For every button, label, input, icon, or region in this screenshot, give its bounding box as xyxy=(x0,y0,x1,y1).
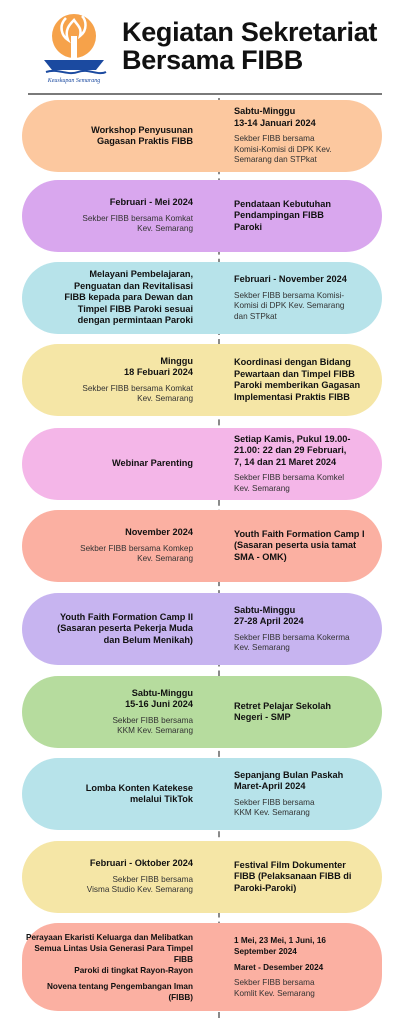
left_normal-line: Kev. Semarang xyxy=(137,394,193,403)
activity-row xyxy=(22,262,382,334)
left_bold-line: Workshop Penyusunan xyxy=(91,124,193,135)
activity-row xyxy=(22,510,382,582)
right_bold-line: Paroki-Paroki) xyxy=(234,882,297,893)
left_bold-line: FIBB kepada para Dewan dan xyxy=(64,292,193,303)
right_bold-line: Maret-April 2024 xyxy=(234,781,306,791)
right_bold-line: Pendataan Kebutuhan xyxy=(234,198,331,209)
left_normal-line: Visma Studio Kev. Semarang xyxy=(86,885,193,895)
activity-right-cell xyxy=(234,676,390,748)
right_normal-line: Sekber FIBB bersama Komisi- xyxy=(234,290,345,300)
left_bold-line: Semua Lintas Usia Generasi Para Timpel FIBB xyxy=(34,943,193,964)
activity-right-cell xyxy=(234,344,390,416)
right_normal-line: Semarang dan STPkat xyxy=(234,155,317,165)
left_bold-line: 18 Febuari 2024 xyxy=(124,367,193,377)
left_normal-line: Kev. Semarang xyxy=(137,554,193,564)
activity-left-cell xyxy=(22,262,205,334)
right_bold-line: Pewartaan dan Timpel FIBB xyxy=(234,368,355,379)
right_bold-line: 27-28 April 2024 xyxy=(234,616,304,626)
activity-row xyxy=(22,100,382,172)
left_bold-line: Minggu xyxy=(160,355,193,366)
left_bold-line: (Sasaran peserta Pekerja Muda xyxy=(57,623,193,634)
right_bold-line: Festival Film Dokumenter xyxy=(234,859,346,870)
activity-left-cell xyxy=(22,180,205,252)
left_bold-line: Youth Faith Formation Camp II xyxy=(59,611,193,622)
right_bold-line: 1 Mei, 23 Mei, 1 Juni, 16 xyxy=(234,936,326,945)
activity-left-cell xyxy=(22,676,205,748)
right_normal-line: Sekber FIBB bersama xyxy=(234,134,315,144)
left_bold-line: melalui TikTok xyxy=(130,794,193,804)
activity-row xyxy=(22,841,382,913)
right_bold-line: Sepanjang Bulan Paskah xyxy=(234,769,344,780)
right_bold-line: Koordinasi dengan Bidang xyxy=(234,357,351,367)
activity-right-cell xyxy=(234,510,390,582)
activity-left-cell xyxy=(22,841,205,913)
right_normal-line: Sekber FIBB bersama Kokerma xyxy=(234,632,350,642)
activity-left-cell xyxy=(22,923,205,1011)
left_bold-line: Lomba Konten Katekese xyxy=(85,782,193,793)
activity-right-cell xyxy=(234,758,390,830)
title-line-1: Kegiatan Sekretariat xyxy=(122,17,378,47)
right_bold-line: Maret - Desember 2024 xyxy=(234,963,324,972)
left_normal-line: Sekber FIBB bersama Komkat xyxy=(82,213,193,223)
right_bold-line: Paroki memberikan Gagasan xyxy=(234,380,361,390)
header-divider xyxy=(28,93,382,95)
activity-row xyxy=(22,428,382,500)
left_normal-line: KKM Kev. Semarang xyxy=(117,726,193,735)
activity-right-cell xyxy=(234,100,390,172)
left_bold-line: Februari - Oktober 2024 xyxy=(89,858,193,869)
right_bold-line: 13-14 Januari 2024 xyxy=(234,117,316,128)
left_bold-line: Februari - Mei 2024 xyxy=(109,197,193,208)
right_normal-line: Sekber FIBB bersama Komkel xyxy=(234,473,345,483)
right_bold-line: 7, 14 dan 21 Maret 2024 xyxy=(234,456,337,467)
right_normal-line: Komlit Kev. Semarang xyxy=(234,988,315,998)
activity-row xyxy=(22,676,382,748)
right_bold-line: Retret Pelajar Sekolah xyxy=(234,700,332,711)
activity-right-cell xyxy=(234,262,390,334)
left_bold-line: Sabtu-Minggu xyxy=(131,687,193,698)
left_normal-line: Sekber FIBB bersama Komkat xyxy=(82,383,193,393)
activity-row xyxy=(22,923,382,1011)
activity-right-cell xyxy=(234,923,390,1011)
right_bold-line: FIBB (Pelaksanaan FIBB di xyxy=(234,871,352,882)
right_bold-line: Sabtu-Minggu xyxy=(234,604,296,615)
activity-left-cell xyxy=(22,593,205,665)
right_normal-line: Komisi di DPK Kev. Semarang xyxy=(234,301,345,310)
activity-row xyxy=(22,180,382,252)
logo-text: Keuskupan Semarang xyxy=(47,78,101,84)
right_normal-line: KKM Kev. Semarang xyxy=(234,808,310,817)
activity-right-cell xyxy=(234,841,390,913)
left_normal-line: Sekber FIBB bersama xyxy=(112,874,193,884)
right_bold-line: (Sasaran peserta usia tamat xyxy=(234,540,357,551)
activity-right-cell xyxy=(234,593,390,665)
right_bold-line: Implementasi Praktis FIBB xyxy=(234,391,350,402)
activity-right-cell xyxy=(234,428,390,500)
right_bold-line: September 2024 xyxy=(234,947,297,956)
left_bold-line: Gagasan Praktis FIBB xyxy=(97,136,193,146)
left_bold-line: November 2024 xyxy=(125,527,193,538)
left_normal-line: Sekber FIBB bersama Komkep xyxy=(80,543,193,553)
right_bold-line: Youth Faith Formation Camp I xyxy=(234,528,365,539)
left_bold-line: Penguatan dan Revitalisasi xyxy=(74,280,193,291)
left_bold-line: Timpel FIBB Paroki sesuai xyxy=(77,303,193,314)
left_normal-line: Kev. Semarang xyxy=(137,224,193,234)
right_normal-line: Sekber FIBB bersama xyxy=(234,978,315,987)
left_normal-line: Sekber FIBB bersama xyxy=(112,715,193,725)
right_bold-line: Negeri - SMP xyxy=(234,712,291,722)
title-line-2: Bersama FIBB xyxy=(122,45,303,75)
activity-row xyxy=(22,344,382,416)
left_bold-line: Melayani Pembelajaran, xyxy=(89,269,193,280)
right_bold-line: Februari - November 2024 xyxy=(234,274,347,284)
activity-left-cell xyxy=(22,344,205,416)
activity-left-cell xyxy=(22,100,205,172)
right_normal-line: Komisi-Komisi di DPK Kev. xyxy=(234,144,332,154)
right_bold-line: Sabtu-Minggu xyxy=(234,106,296,117)
activity-left-cell xyxy=(22,428,205,500)
right_bold-line: Setiap Kamis, Pukul 19.00- xyxy=(234,433,351,444)
right_normal-line: Kev. Semarang xyxy=(234,483,290,493)
left_bold-line: Perayaan Ekaristi Keluarga dan Melibatkan xyxy=(25,932,193,942)
page-title xyxy=(122,18,377,74)
right_bold-line: 21.00: 22 dan 29 Februari, xyxy=(234,445,347,456)
right_bold-line: SMA - OMK) xyxy=(234,551,287,562)
left_bold-line: Novena tentang Pengembangan Iman (FIBB) xyxy=(46,981,193,1002)
activity-left-cell xyxy=(22,758,205,830)
activity-left-cell xyxy=(22,510,205,582)
activity-right-cell xyxy=(234,180,390,252)
left_bold-line: Webinar Parenting xyxy=(111,458,193,469)
right_normal-line: Kev. Semarang xyxy=(234,643,290,652)
left_bold-line: Paroki di tingkat Rayon-Rayon xyxy=(74,965,193,975)
right_normal-line: Sekber FIBB bersama xyxy=(234,797,315,807)
left_bold-line: dan Belum Menikah) xyxy=(103,634,193,645)
left_bold-line: dengan permintaan Paroki xyxy=(77,315,193,326)
activity-row xyxy=(22,593,382,665)
keuskupan-semarang-logo xyxy=(38,6,110,86)
activity-row xyxy=(22,758,382,830)
header xyxy=(0,0,410,92)
right_bold-line: Paroki xyxy=(234,221,263,232)
right_bold-line: Pendampingan FIBB xyxy=(234,210,324,221)
right_normal-line: dan STPkat xyxy=(234,311,277,321)
left_bold-line: 15-16 Juni 2024 xyxy=(125,699,193,709)
